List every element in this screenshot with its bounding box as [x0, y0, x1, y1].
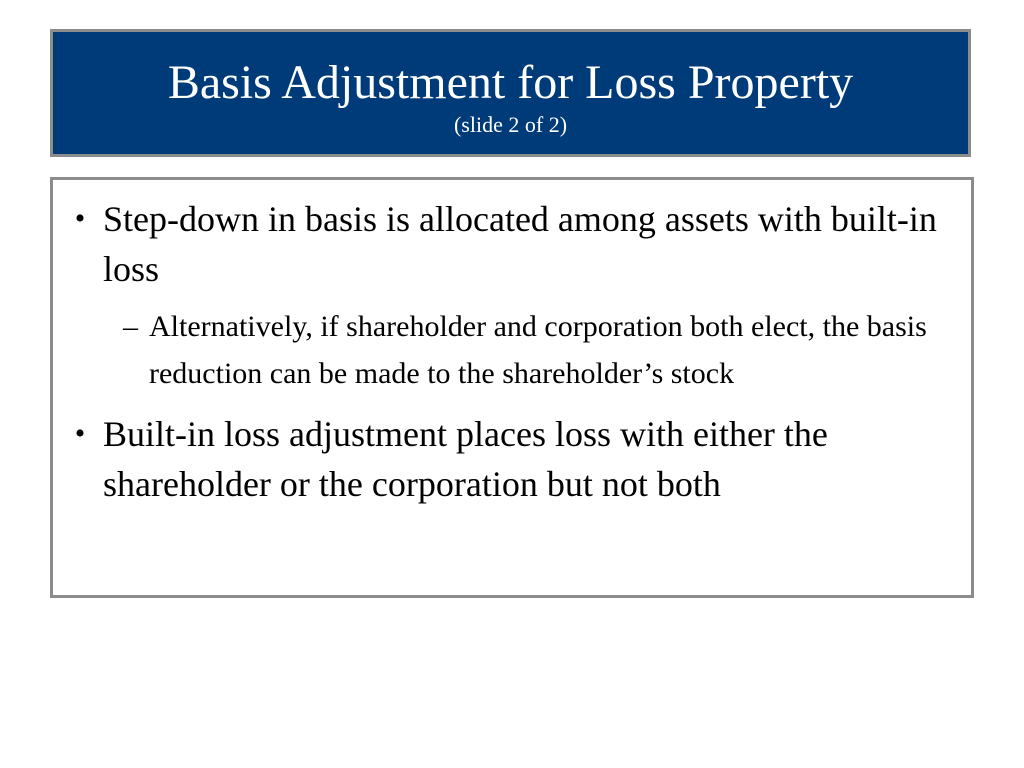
slide-title: Basis Adjustment for Loss Property	[167, 56, 854, 109]
sub-bullet-item-1	[53, 303, 971, 397]
bullet-text: Step-down in basis is allocated among assets with built-in loss	[103, 199, 937, 289]
sub-bullet-text: Alternatively, if shareholder and corporation both elect, the basis reduction can be made to the shareholder’s stock	[149, 310, 927, 390]
bullet-item-2	[53, 409, 971, 509]
sub-bullet-marker: –	[123, 310, 138, 343]
content-panel	[50, 177, 974, 598]
bullet-list	[53, 194, 971, 509]
bullet-marker: •	[74, 202, 86, 235]
bullet-text: Built-in loss adjustment places loss with either the shareholder or the corporation but not both	[103, 414, 828, 504]
bullet-item-1	[53, 194, 971, 294]
title-banner	[50, 29, 971, 157]
slide-subtitle: (slide 2 of 2)	[453, 112, 568, 137]
bullet-marker: •	[74, 417, 86, 450]
